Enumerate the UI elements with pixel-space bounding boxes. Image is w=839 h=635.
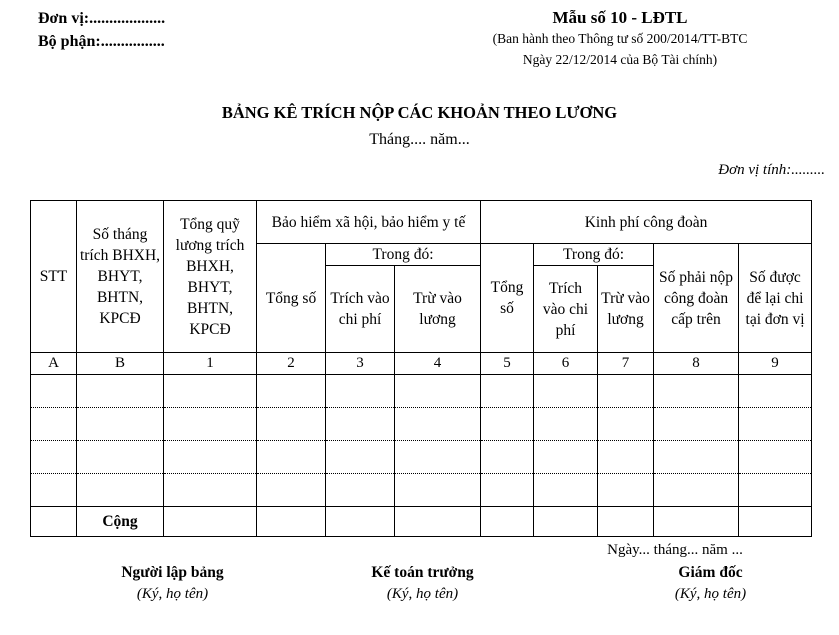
column-code: 2 (257, 353, 326, 375)
empty-cell (395, 507, 481, 537)
empty-cell (164, 441, 257, 474)
empty-cell (31, 474, 77, 507)
form-header-block (420, 7, 820, 70)
signature-title: Giám đốc (678, 564, 743, 581)
col-header-salary-fund: Tổng quỹ lương trích BHXH, BHYT, BHTN, KPCĐ (164, 201, 257, 353)
column-code: 7 (598, 353, 654, 375)
empty-cell (654, 408, 739, 441)
org-block (38, 7, 165, 53)
col-header-insurance-salary-deduct: Trừ vào lương (395, 266, 481, 353)
empty-cell (164, 474, 257, 507)
page-subtitle: Tháng.... năm... (369, 131, 470, 148)
signature-block-preparer (70, 562, 275, 605)
column-code: 6 (534, 353, 598, 375)
column-code: 4 (395, 353, 481, 375)
empty-cell (739, 474, 812, 507)
department-label: Bộ phận:................ (38, 33, 165, 50)
empty-cell (31, 507, 77, 537)
empty-cell (395, 375, 481, 408)
column-code: 5 (481, 353, 534, 375)
signature-title: Người lập bảng (121, 564, 224, 581)
empty-cell (257, 507, 326, 537)
empty-cell (257, 441, 326, 474)
empty-cell (534, 408, 598, 441)
empty-cell (77, 441, 164, 474)
empty-cell (598, 474, 654, 507)
empty-cell (534, 507, 598, 537)
empty-cell (326, 441, 395, 474)
empty-cell (326, 408, 395, 441)
empty-cell (481, 408, 534, 441)
column-code: 1 (164, 353, 257, 375)
empty-cell (534, 375, 598, 408)
table-row (31, 474, 812, 507)
signature-note: (Ký, họ tên) (674, 586, 747, 602)
empty-cell (481, 441, 534, 474)
empty-cell (77, 408, 164, 441)
empty-cell (654, 507, 739, 537)
empty-cell (326, 375, 395, 408)
empty-cell (77, 474, 164, 507)
signature-note: (Ký, họ tên) (136, 586, 209, 602)
empty-cell (598, 441, 654, 474)
empty-cell (481, 375, 534, 408)
date-line: Ngày... tháng... năm ... (607, 542, 743, 558)
col-header-insurance-total: Tổng số (257, 244, 326, 353)
subgroup-header-union-in-which: Trong đó: (534, 244, 654, 266)
unit-label: Đơn vị:................... (38, 10, 166, 27)
empty-cell (739, 408, 812, 441)
column-code: 8 (654, 353, 739, 375)
total-row (31, 507, 812, 537)
empty-cell (598, 507, 654, 537)
column-code-row (31, 353, 812, 375)
col-header-stt: STT (31, 201, 77, 353)
empty-cell (31, 408, 77, 441)
empty-cell (164, 375, 257, 408)
col-header-union-payable-upper: Số phải nộp công đoàn cấp trên (654, 244, 739, 353)
empty-cell (77, 375, 164, 408)
empty-cell (257, 408, 326, 441)
form-issued-line1: (Ban hành theo Thông tư số 200/2014/TT-BTC (492, 31, 748, 46)
header-row-1 (31, 201, 812, 244)
empty-cell (326, 474, 395, 507)
currency-unit-note: Đơn vị tính:......... (718, 162, 825, 178)
empty-cell (654, 375, 739, 408)
form-number: Mẫu số 10 - LĐTL (552, 8, 688, 27)
empty-cell (326, 507, 395, 537)
empty-cell (481, 474, 534, 507)
col-header-union-expense: Trích vào chi phí (534, 266, 598, 353)
empty-cell (31, 375, 77, 408)
subgroup-header-insurance-in-which: Trong đó: (326, 244, 481, 266)
empty-cell (257, 375, 326, 408)
empty-cell (739, 507, 812, 537)
empty-cell (739, 441, 812, 474)
empty-cell (534, 474, 598, 507)
empty-cell (257, 474, 326, 507)
table-row (31, 441, 812, 474)
group-header-insurance: Bảo hiểm xã hội, bảo hiểm y tế (257, 201, 481, 244)
signature-block-chief-accountant (320, 562, 525, 605)
column-code: 9 (739, 353, 812, 375)
table-row (31, 375, 812, 408)
column-code: 3 (326, 353, 395, 375)
group-header-union: Kinh phí công đoàn (481, 201, 812, 244)
empty-cell (739, 375, 812, 408)
empty-cell (395, 441, 481, 474)
signature-title: Kế toán trưởng (371, 564, 474, 581)
column-code: A (31, 353, 77, 375)
signature-note: (Ký, họ tên) (386, 586, 459, 602)
table-row (31, 408, 812, 441)
empty-cell (164, 408, 257, 441)
page-title: BẢNG KÊ TRÍCH NỘP CÁC KHOẢN THEO LƯƠNG (221, 103, 618, 122)
empty-cell (598, 375, 654, 408)
col-header-union-retained: Số được để lại chi tại đơn vị (739, 244, 812, 353)
form-issued-line2: Ngày 22/12/2014 của Bộ Tài chính) (522, 52, 718, 67)
total-label: Cộng (77, 507, 164, 537)
empty-cell (534, 441, 598, 474)
column-code: B (77, 353, 164, 375)
col-header-insurance-expense: Trích vào chi phí (326, 266, 395, 353)
signature-block-director (608, 562, 813, 605)
empty-cell (598, 408, 654, 441)
empty-cell (164, 507, 257, 537)
empty-cell (481, 507, 534, 537)
empty-cell (31, 441, 77, 474)
empty-cell (654, 441, 739, 474)
empty-cell (395, 474, 481, 507)
empty-cell (395, 408, 481, 441)
deductions-table (30, 200, 812, 537)
col-header-union-salary-deduct: Trừ vào lương (598, 266, 654, 353)
col-header-union-total: Tổng số (481, 244, 534, 353)
empty-cell (654, 474, 739, 507)
col-header-months-deducted: Số tháng trích BHXH, BHYT, BHTN, KPCĐ (77, 201, 164, 353)
